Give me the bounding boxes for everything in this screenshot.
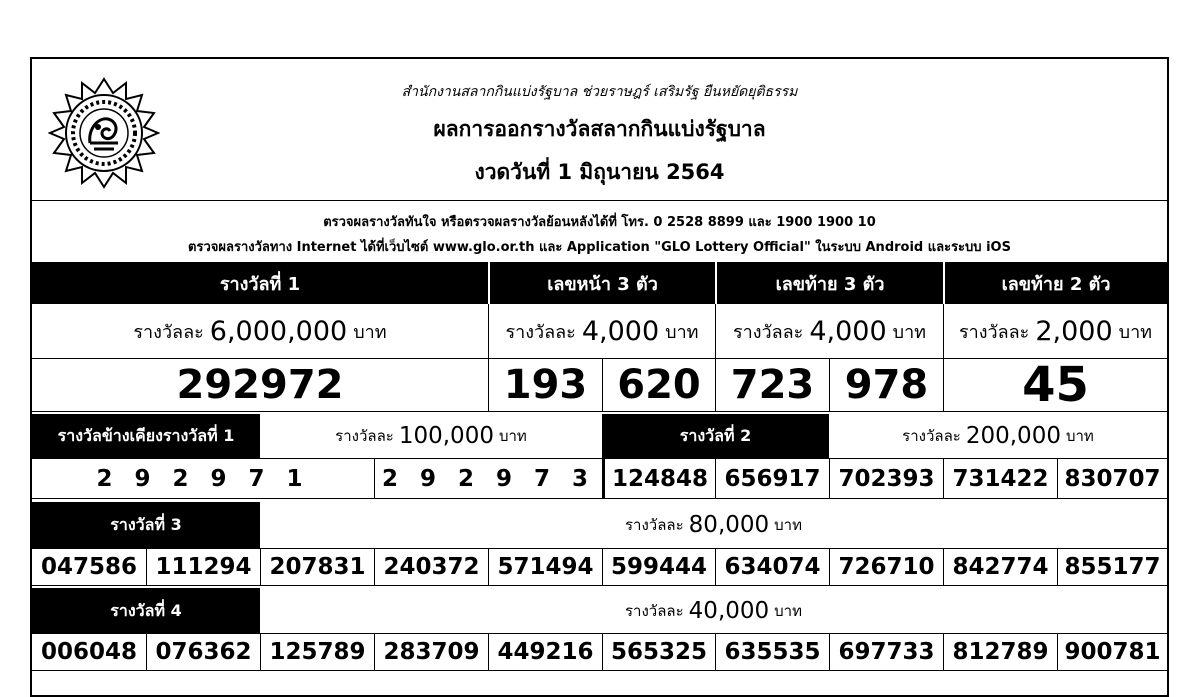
third-prize-number: 240372 [374, 549, 488, 586]
last2-amount: รางวัลละ 2,000 บาท [943, 304, 1167, 359]
third-prize-number: 207831 [260, 549, 374, 586]
near-first-amount: รางวัลละ 100,000 บาท [260, 414, 602, 459]
lottery-result-sheet [30, 57, 1169, 697]
second-prize-amount: รางวัลละ 200,000 บาท [829, 414, 1167, 459]
third-prize-amount: รางวัลละ 80,000 บาท [260, 502, 1167, 549]
front3-number: 620 [602, 359, 715, 412]
last3-number: 978 [829, 359, 943, 412]
front3-number: 193 [488, 359, 602, 412]
third-prize-number: 571494 [488, 549, 602, 586]
fourth-prize-number: 900781 [1057, 634, 1167, 671]
near-first-number: 2 9 2 9 7 1 [32, 459, 374, 499]
front3-header: เลขหน้า 3 ตัว [488, 262, 715, 304]
third-prize-number: 855177 [1057, 549, 1167, 586]
third-prize-number: 726710 [829, 549, 943, 586]
fourth-prize-number: 076362 [146, 634, 260, 671]
info-section [32, 200, 1167, 262]
fourth-prize-number: 006048 [32, 634, 146, 671]
fourth-prize-header: รางวัลที่ 4 [32, 588, 260, 634]
front3-amount: รางวัลละ 4,000 บาท [488, 304, 715, 359]
first-prize-number: 292972 [32, 359, 488, 412]
third-prize-number: 111294 [146, 549, 260, 586]
near-first-number: 2 9 2 9 7 3 [374, 459, 602, 499]
last2-number: 45 [943, 359, 1167, 412]
first-prize-header: รางวัลที่ 1 [32, 262, 488, 304]
last2-header: เลขท้าย 2 ตัว [943, 262, 1167, 304]
page-title: ผลการออกรางวัลสลากกินแบ่งรัฐบาล [433, 117, 766, 141]
fourth-prize-number: 283709 [374, 634, 488, 671]
fourth-prize-amount: รางวัลละ 40,000 บาท [260, 588, 1167, 634]
info-internet: ตรวจผลรางวัลทาง Internet ได้ที่เว็บไซต์ www.glo.or.th และ Application "GLO Lottery Official" ในระบบ Android และระบบ iOS [188, 240, 1011, 255]
info-phone: ตรวจผลรางวัลทันใจ หรือตรวจผลรางวัลย้อนหลังได้ที่ โทร. 0 2528 8899 และ 1900 1900 10 [323, 215, 876, 230]
third-prize-number: 634074 [715, 549, 829, 586]
draw-date: งวดวันที่ 1 มิถุนายน 2564 [474, 160, 725, 184]
header [32, 59, 1167, 201]
second-prize-number: 830707 [1057, 459, 1167, 499]
second-prize-number: 124848 [602, 459, 715, 499]
fourth-prize-number: 125789 [260, 634, 374, 671]
organization-motto: สำนักงานสลากกินแบ่งรัฐบาล ช่วยราษฎร์ เสริมรัฐ ยืนหยัดยุติธรรม [401, 84, 798, 100]
second-prize-number: 656917 [715, 459, 829, 499]
fourth-prize-number: 812789 [943, 634, 1057, 671]
last3-amount: รางวัลละ 4,000 บาท [715, 304, 943, 359]
fourth-prize-number: 697733 [829, 634, 943, 671]
last3-header: เลขท้าย 3 ตัว [715, 262, 943, 304]
last3-number: 723 [715, 359, 829, 412]
second-prize-number: 702393 [829, 459, 943, 499]
near-first-header: รางวัลข้างเคียงรางวัลที่ 1 [32, 414, 260, 459]
fourth-prize-number: 449216 [488, 634, 602, 671]
first-prize-amount: รางวัลละ 6,000,000 บาท [32, 304, 488, 359]
fourth-prize-number: 635535 [715, 634, 829, 671]
second-prize-header: รางวัลที่ 2 [602, 414, 829, 459]
second-prize-number: 731422 [943, 459, 1057, 499]
third-prize-header: รางวัลที่ 3 [32, 502, 260, 549]
fourth-prize-number: 565325 [602, 634, 715, 671]
third-prize-number: 599444 [602, 549, 715, 586]
third-prize-number: 842774 [943, 549, 1057, 586]
third-prize-number: 047586 [32, 549, 146, 586]
